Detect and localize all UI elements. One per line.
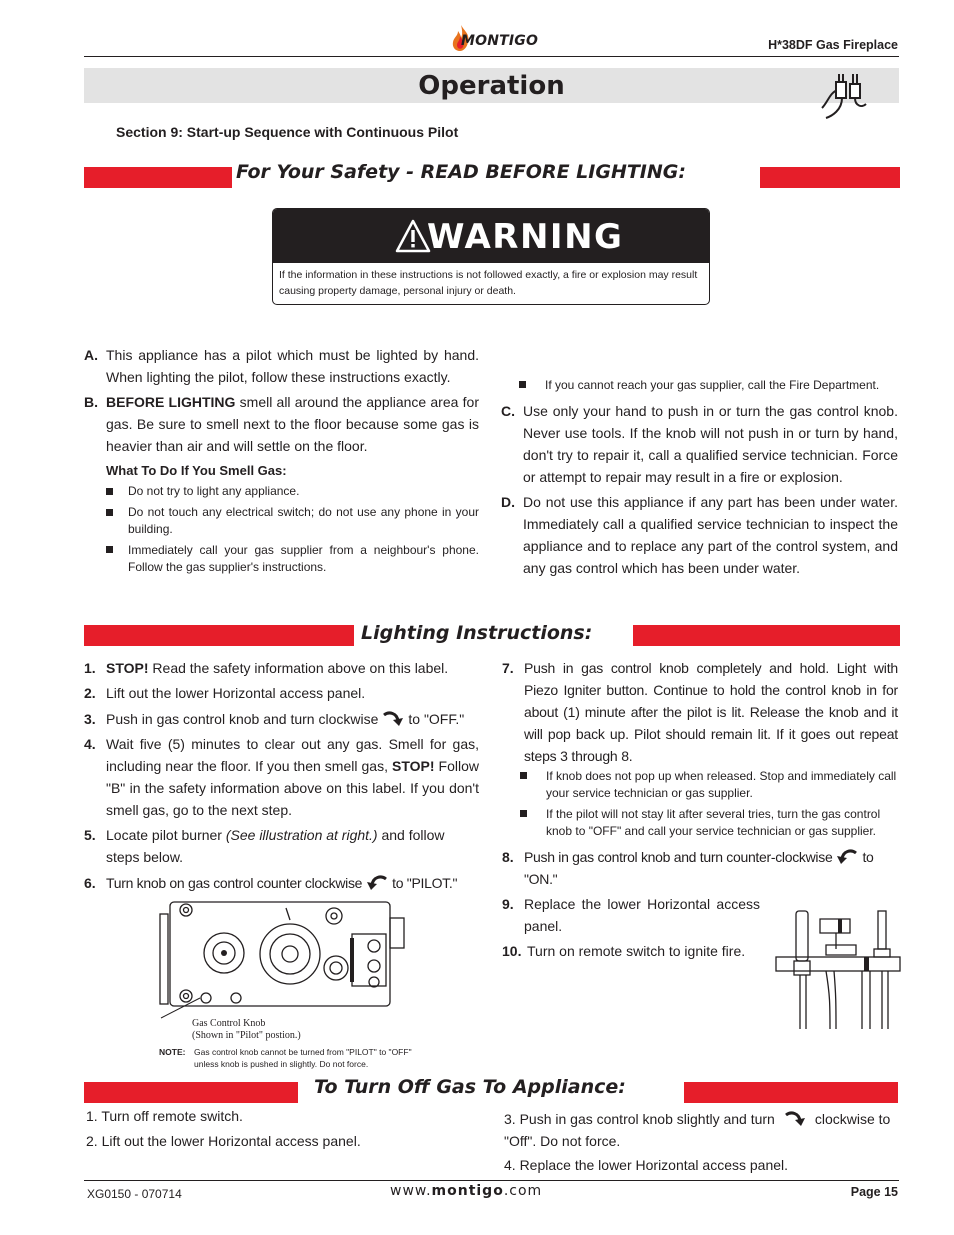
warning-body: If the information in these instructions is not followed exactly, a fire or explosion may result causing property damage, personal injury or death. bbox=[279, 269, 698, 297]
safety-b-label: B. bbox=[84, 394, 98, 410]
step-5-text-b: and follow steps below. bbox=[106, 827, 445, 865]
gas-valve-illustration bbox=[156, 898, 408, 1043]
footer-rule bbox=[84, 1180, 899, 1181]
smell-bullet: Immediately call your gas supplier from a neighbour's phone. Follow the gas supplier's instructions. bbox=[128, 543, 479, 574]
turnoff-step-1: 1. Turn off remote switch. bbox=[86, 1108, 243, 1124]
turnoff-step-4: 4. Replace the lower Horizontal access panel. bbox=[504, 1157, 789, 1173]
warning-triangle-icon bbox=[395, 219, 431, 253]
turnoff-step-3-text-b: clockwise to "Off". Do not force. bbox=[504, 1111, 891, 1149]
step-number: 5. bbox=[84, 827, 96, 843]
smell-bullet: If you cannot reach your gas supplier, call the Fire Department. bbox=[545, 378, 880, 392]
warning-header bbox=[273, 209, 709, 263]
bullet-square-icon bbox=[520, 772, 527, 779]
warning-box bbox=[272, 208, 710, 305]
step-1 bbox=[106, 657, 479, 679]
safety-b-text: smell all around the appliance area for gas. Be sure to smell next to the floor because some gas is heavier than air and will settle on the floor. bbox=[106, 394, 479, 454]
logo-wordmark: MONTIGO bbox=[461, 33, 539, 49]
step-9: Replace the lower Horizontal access panel. bbox=[524, 896, 760, 934]
step-number: 8. bbox=[502, 849, 514, 865]
turnoff-step-3-text-a: 3. Push in gas control knob slightly and turn bbox=[504, 1111, 775, 1127]
website-suffix: .com bbox=[503, 1183, 543, 1199]
step-6-text-b: to "PILOT." bbox=[392, 875, 458, 891]
section-title: Operation bbox=[418, 71, 565, 101]
step-3-text-b: to "OFF." bbox=[408, 711, 465, 727]
banner-bar-right bbox=[633, 625, 900, 646]
bullet-square-icon bbox=[106, 509, 113, 516]
step-number: 6. bbox=[84, 875, 96, 891]
step-number: 4. bbox=[84, 736, 96, 752]
step-7-bullet: If the pilot will not stay lit after several tries, turn the gas control knob to "OFF" and call your service technician or gas supplier. bbox=[546, 807, 881, 838]
bullet-square-icon bbox=[106, 488, 113, 495]
turnoff-step-2: 2. Lift out the lower Horizontal access panel. bbox=[86, 1133, 361, 1149]
step-7: Push in gas control knob completely and hold. Light with Piezo Igniter button. Continue to hold the control knob in for about (1) minute after the pilot is lit. Release the knob and it will pop back up. Pilot should remain lit. If it goes out repeat steps 3 through 8. bbox=[524, 660, 898, 764]
step-4-text-b: Follow "B" in the safety information above on this label. If you don't smell gas, go to the next step. bbox=[106, 758, 479, 818]
step-1-bold: STOP! bbox=[106, 660, 149, 676]
bullet-square-icon bbox=[106, 546, 113, 553]
clockwise-knob-icon bbox=[783, 1111, 807, 1127]
step-5-text-a: Locate pilot burner bbox=[106, 827, 226, 843]
website-brand: montigo bbox=[431, 1183, 504, 1199]
smell-bullet: Do not touch any electrical switch; do not use any phone in your building. bbox=[128, 505, 479, 536]
montigo-logo bbox=[444, 24, 544, 54]
step-number: 2. bbox=[84, 685, 96, 701]
model-name: H*38DF Gas Fireplace bbox=[768, 38, 898, 52]
step-5 bbox=[106, 824, 479, 868]
step-10: Turn on remote switch to ignite fire. bbox=[527, 943, 746, 959]
banner-bar-right bbox=[684, 1082, 898, 1103]
step-3 bbox=[106, 708, 479, 730]
clockwise-knob-icon bbox=[381, 711, 405, 727]
lighting-banner-title: Lighting Instructions: bbox=[361, 622, 593, 644]
safety-c-label: C. bbox=[501, 403, 515, 419]
counter-clockwise-knob-icon bbox=[835, 849, 859, 865]
step-3-text-a: Push in gas control knob and turn clockwise bbox=[106, 711, 379, 727]
step-8 bbox=[524, 846, 900, 890]
step-number: 7. bbox=[502, 660, 514, 676]
turnoff-banner-title: To Turn Off Gas To Appliance: bbox=[314, 1076, 626, 1098]
step-8-text-a: Push in gas control knob and turn counter-clockwise bbox=[524, 849, 833, 865]
website-prefix: www. bbox=[390, 1183, 432, 1199]
safety-d-label: D. bbox=[501, 494, 515, 510]
step-7-bullet: If knob does not pop up when released. Stop and immediately call your service technician or gas supplier. bbox=[546, 769, 897, 800]
turnoff-step-3 bbox=[504, 1108, 900, 1152]
pilot-burner-illustration bbox=[774, 905, 902, 1033]
smell-bullet: Do not try to light any appliance. bbox=[128, 484, 300, 498]
section-title-band bbox=[84, 68, 899, 103]
step-8-text-b: to "ON." bbox=[524, 849, 874, 887]
note-label: NOTE: bbox=[159, 1047, 186, 1057]
page-number: Page 15 bbox=[850, 1185, 898, 1199]
step-6-text-a: Turn knob on gas control counter clockwise bbox=[106, 875, 363, 891]
step-4 bbox=[106, 733, 479, 821]
safety-a-label: A. bbox=[84, 347, 98, 363]
note-text-1: Gas control knob cannot be turned from "PILOT" to "OFF" bbox=[194, 1047, 412, 1057]
step-number: 3. bbox=[84, 711, 96, 727]
bullet-square-icon bbox=[519, 381, 526, 388]
step-number: 1. bbox=[84, 660, 96, 676]
smell-gas-heading: What To Do If You Smell Gas: bbox=[106, 463, 287, 478]
step-4-bold: STOP! bbox=[391, 758, 435, 774]
step-6 bbox=[106, 872, 479, 894]
banner-bar-right bbox=[760, 167, 900, 188]
safety-b-bold: BEFORE LIGHTING bbox=[106, 394, 236, 410]
safety-c-text: Use only your hand to push in or turn the gas control knob. Never use tools. If the knob will not push in or turn by hand, don't try to repair it, call a qualified service technician. Force or attempt to repair may result in a fire or explosion. bbox=[523, 403, 898, 485]
figure-caption-1: Gas Control Knob bbox=[192, 1018, 266, 1029]
figure-caption-2: (Shown in "Pilot" postion.) bbox=[192, 1030, 301, 1041]
step-1-text: Read the safety information above on this label. bbox=[148, 660, 449, 676]
safety-d-text: Do not use this appliance if any part has been under water. Immediately call a qualified service technician to inspect the appliance and to replace any part of the control system, and any gas control which has been under water. bbox=[523, 494, 898, 576]
section-heading: Section 9: Start-up Sequence with Continuous Pilot bbox=[116, 124, 459, 140]
safety-b-paragraph bbox=[106, 391, 479, 457]
counter-clockwise-knob-icon bbox=[365, 875, 389, 891]
header-rule bbox=[84, 56, 899, 57]
safety-banner-title: For Your Safety - READ BEFORE LIGHTING: bbox=[236, 161, 686, 183]
step-number: 10. bbox=[502, 943, 522, 959]
banner-bar-left bbox=[84, 625, 354, 646]
banner-bar-left bbox=[84, 1082, 298, 1103]
banner-bar-left bbox=[84, 167, 232, 188]
bullet-square-icon bbox=[520, 810, 527, 817]
warning-title: WARNING bbox=[427, 217, 624, 257]
document-number: XG0150 - 070714 bbox=[87, 1187, 182, 1201]
step-2: Lift out the lower Horizontal access panel. bbox=[106, 685, 366, 701]
step-4-text-a: Wait five (5) minutes to clear out any gas. Smell for gas, including near the floor. If you then smell gas, bbox=[106, 736, 479, 774]
note-text-2: unless knob is pushed in slightly. Do not force. bbox=[194, 1059, 369, 1069]
plug-icon bbox=[818, 62, 870, 122]
step-number: 9. bbox=[502, 896, 514, 912]
safety-a-text: This appliance has a pilot which must be lighted by hand. When lighting the pilot, follow these instructions exactly. bbox=[106, 347, 479, 385]
website-link[interactable] bbox=[390, 1183, 542, 1199]
step-5-italic: (See illustration at right.) bbox=[225, 827, 378, 843]
